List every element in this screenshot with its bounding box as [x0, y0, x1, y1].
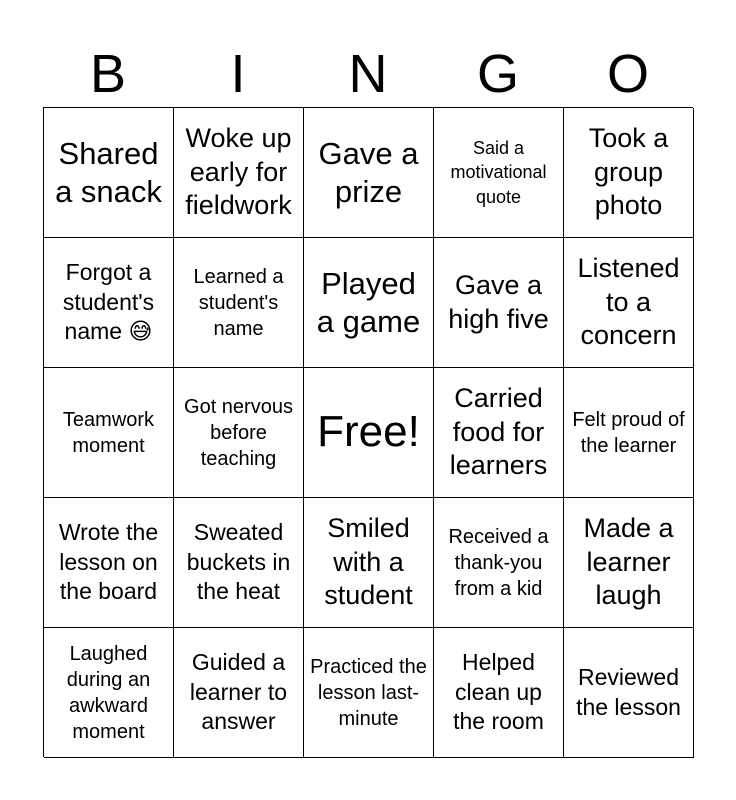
bingo-cell[interactable] [434, 368, 564, 498]
cell-text: Forgot a student's name 😅 [62, 258, 155, 345]
cell-text: Wrote the lesson on the board [58, 518, 159, 605]
bingo-cell[interactable] [304, 498, 434, 628]
cell-text: Sweated buckets in the heat [186, 518, 291, 605]
cell-text: Got nervous before teaching [184, 395, 293, 470]
bingo-cell[interactable] [304, 238, 434, 368]
cell-text: Played a game [316, 266, 421, 339]
cell-text: Reviewed the lesson [576, 663, 681, 720]
cell-text: Learned a student's name [193, 265, 284, 340]
cell-text: Carried food for learners [449, 382, 548, 481]
bingo-cell[interactable] [44, 368, 174, 498]
bingo-cell[interactable] [44, 108, 174, 238]
bingo-cell[interactable] [434, 108, 564, 238]
bingo-cell[interactable] [564, 628, 694, 758]
bingo-cell[interactable] [564, 108, 694, 238]
header-letter-b: B [89, 44, 127, 104]
bingo-cell[interactable] [304, 108, 434, 238]
cell-text: Guided a learner to answer [189, 648, 288, 735]
cell-text: Teamwork moment [62, 408, 155, 457]
bingo-cell[interactable] [564, 238, 694, 368]
cell-text: Felt proud of the learner [572, 408, 685, 457]
cell-text: Said a motivational quote [450, 138, 547, 207]
bingo-cell[interactable] [174, 498, 304, 628]
bingo-cell[interactable] [304, 628, 434, 758]
bingo-cell[interactable] [564, 498, 694, 628]
cell-text: Took a group photo [588, 122, 669, 221]
free-space[interactable] [304, 368, 434, 498]
bingo-header [43, 40, 693, 108]
header-letter-o: O [606, 44, 649, 104]
bingo-cell[interactable] [174, 108, 304, 238]
bingo-cell[interactable] [44, 238, 174, 368]
cell-text: Laughed during an awkward moment [66, 642, 151, 743]
bingo-cell[interactable] [174, 368, 304, 498]
header-letter-g: G [476, 44, 519, 104]
header-letter-i: I [230, 44, 246, 104]
bingo-cell[interactable] [434, 238, 564, 368]
cell-text: Practiced the lesson last-minute [310, 655, 427, 730]
bingo-cell[interactable] [434, 498, 564, 628]
cell-text: Woke up early for fieldwork [185, 122, 292, 221]
bingo-cell[interactable] [564, 368, 694, 498]
cell-text: Received a thank-you from a kid [448, 525, 549, 600]
cell-text: Gave a high five [448, 269, 549, 334]
cell-text: Helped clean up the room [453, 648, 544, 735]
bingo-cell[interactable] [44, 628, 174, 758]
bingo-cell[interactable] [44, 498, 174, 628]
cell-text: Listened to a concern [577, 252, 680, 351]
cell-text: Made a learner laugh [583, 512, 674, 611]
cell-text: Free! [317, 407, 420, 457]
cell-text: Shared a snack [55, 136, 162, 209]
bingo-cell[interactable] [174, 628, 304, 758]
cell-text: Gave a prize [318, 136, 419, 209]
bingo-cell[interactable] [174, 238, 304, 368]
bingo-cell[interactable] [434, 628, 564, 758]
cell-text: Smiled with a student [324, 512, 413, 611]
header-letter-n: N [348, 44, 388, 104]
bingo-board [43, 107, 693, 757]
